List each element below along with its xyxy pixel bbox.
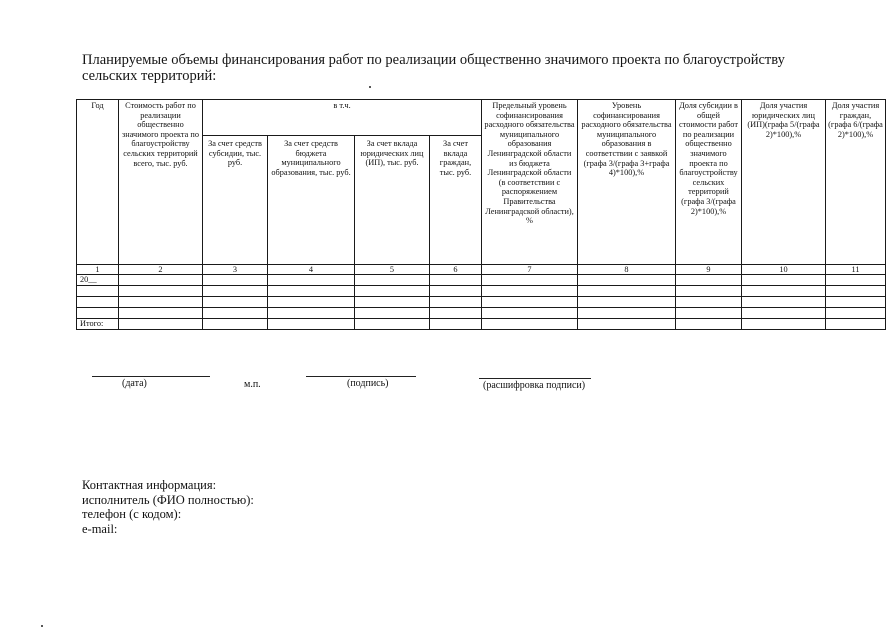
row-label[interactable] (77, 297, 119, 308)
signature-decode-line[interactable] (479, 378, 591, 379)
table-cell[interactable] (430, 308, 482, 319)
table-cell[interactable] (578, 275, 676, 286)
table-cell[interactable] (355, 286, 430, 297)
table-cell[interactable] (742, 308, 826, 319)
row-label[interactable] (77, 286, 119, 297)
form-title: Планируемые объемы финансирования работ по реализации общественно значимого проекта по благоустройству сельских территорий: (82, 52, 785, 84)
scan-speck (369, 86, 371, 88)
table-cell[interactable] (430, 319, 482, 330)
table-cell[interactable] (430, 275, 482, 286)
table-cell[interactable] (482, 275, 578, 286)
table-cell[interactable] (268, 308, 355, 319)
header-cofinancing-level: Уровень софинансирования расходного обязательства муниципального образования в соответствии с заявкой (графа 3/(графа 3+графа 4)*100),% (578, 100, 676, 265)
table-cell[interactable] (119, 319, 203, 330)
header-citizens-share: Доля участия граждан, (графа 6/(графа 2)*100),% (826, 100, 886, 265)
table-cell[interactable] (742, 319, 826, 330)
column-number: 6 (430, 265, 482, 275)
table-cell[interactable] (268, 297, 355, 308)
table-cell[interactable] (482, 308, 578, 319)
signature-line[interactable] (306, 376, 416, 377)
table-cell[interactable] (578, 286, 676, 297)
column-number: 5 (355, 265, 430, 275)
contact-email: e-mail: (82, 521, 118, 536)
table-row (77, 308, 886, 319)
table-cell[interactable] (268, 286, 355, 297)
table-cell[interactable] (826, 319, 886, 330)
date-label: (дата) (122, 378, 147, 389)
table-cell[interactable] (578, 319, 676, 330)
table-cell[interactable] (826, 286, 886, 297)
table-cell[interactable] (203, 286, 268, 297)
table-cell[interactable] (430, 297, 482, 308)
table-cell[interactable] (119, 286, 203, 297)
table-cell[interactable] (119, 308, 203, 319)
header-including: в т.ч. (203, 100, 482, 136)
table-cell[interactable] (203, 275, 268, 286)
table-cell[interactable] (482, 286, 578, 297)
table-cell[interactable] (355, 308, 430, 319)
table-cell[interactable] (203, 297, 268, 308)
header-year: Год (77, 100, 119, 265)
table-cell[interactable] (826, 275, 886, 286)
table-cell[interactable] (578, 308, 676, 319)
table-cell[interactable] (578, 297, 676, 308)
table-cell[interactable] (482, 297, 578, 308)
header-subsidy-share: Доля субсидии в общей стоимости работ по реализации общественно значимого проекта по благоустройству сельских территорий (графа 3/(графа 2)*100),% (676, 100, 742, 265)
header-subsidy-funds: За счет средств субсидии, тыс. руб. (203, 136, 268, 265)
column-number: 4 (268, 265, 355, 275)
table-cell[interactable] (676, 275, 742, 286)
column-number: 8 (578, 265, 676, 275)
table-cell[interactable] (119, 275, 203, 286)
table-cell[interactable] (676, 308, 742, 319)
table-cell[interactable] (742, 286, 826, 297)
column-number: 1 (77, 265, 119, 275)
table-cell[interactable] (119, 297, 203, 308)
table-cell[interactable] (203, 308, 268, 319)
table-cell[interactable] (826, 308, 886, 319)
table-cell[interactable] (676, 297, 742, 308)
row-label[interactable]: 20__ (77, 275, 119, 286)
table-cell[interactable] (268, 319, 355, 330)
table-cell[interactable] (482, 319, 578, 330)
total-row (77, 319, 886, 330)
header-max-cofinancing-level: Предельный уровень софинансирования расходного обязательства муниципального образования Ленинградской области из бюджета Ленинградской области (в соответствии с распоряжением Правительства Ленинградской области), % (482, 100, 578, 265)
header-citizens-contribution: За счет вклада граждан, тыс. руб. (430, 136, 482, 265)
column-number-row (77, 265, 886, 275)
column-number: 2 (119, 265, 203, 275)
signature-label: (подпись) (347, 378, 389, 389)
column-number: 10 (742, 265, 826, 275)
signature-decode-label: (расшифровка подписи) (483, 380, 586, 391)
column-number: 7 (482, 265, 578, 275)
date-line[interactable] (92, 376, 210, 377)
row-label[interactable] (77, 308, 119, 319)
header-municipal-budget: За счет средств бюджета муниципального образования, тыс. руб. (268, 136, 355, 265)
table-cell[interactable] (355, 297, 430, 308)
table-cell[interactable] (430, 286, 482, 297)
table-cell[interactable] (268, 275, 355, 286)
table-cell[interactable] (826, 297, 886, 308)
contact-executor: исполнитель (ФИО полностью): (82, 492, 254, 507)
table-row (77, 275, 886, 286)
financing-table (76, 99, 886, 330)
table-cell[interactable] (203, 319, 268, 330)
table-cell[interactable] (355, 275, 430, 286)
column-number: 11 (826, 265, 886, 275)
table-cell[interactable] (355, 319, 430, 330)
scan-speck (41, 625, 43, 627)
header-legal-entities-share: Доля участия юридических лиц (ИП)(графа 5/(графа 2)*100),% (742, 100, 826, 265)
contact-heading: Контактная информация: (82, 478, 217, 492)
table-row (77, 297, 886, 308)
table-cell[interactable] (742, 297, 826, 308)
table-cell[interactable] (676, 286, 742, 297)
contact-block (82, 478, 254, 536)
table-cell[interactable] (676, 319, 742, 330)
total-label: Итого: (77, 319, 119, 330)
table-row (77, 286, 886, 297)
header-legal-entities-contribution: За счет вклада юридических лиц (ИП), тыс. руб. (355, 136, 430, 265)
table-cell[interactable] (742, 275, 826, 286)
header-total-cost: Стоимость работ по реализации общественно значимого проекта по благоустройству сельских территорий всего, тыс. руб. (119, 100, 203, 265)
column-number: 9 (676, 265, 742, 275)
column-number: 3 (203, 265, 268, 275)
stamp-label: м.п. (244, 379, 261, 390)
contact-phone: телефон (с кодом): (82, 507, 182, 521)
